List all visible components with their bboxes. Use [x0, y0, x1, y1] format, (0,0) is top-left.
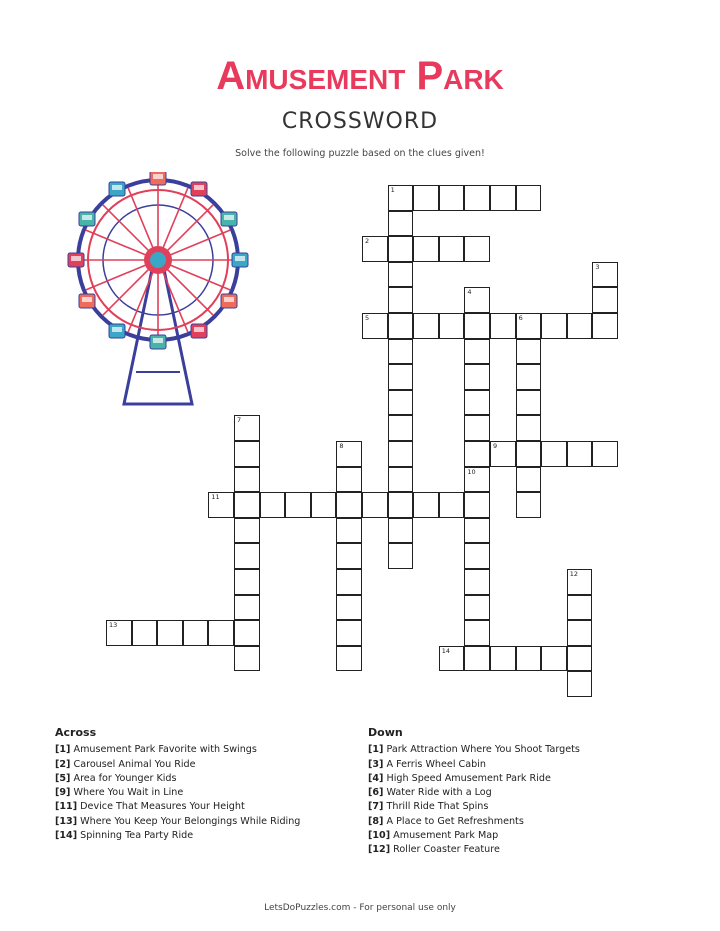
grid-cell[interactable]	[413, 185, 439, 211]
clue-number-label: 4	[467, 288, 472, 297]
grid-cell[interactable]	[336, 620, 362, 646]
clue-text: Where You Wait in Line	[70, 787, 184, 799]
grid-cell[interactable]	[567, 595, 593, 621]
grid-cell[interactable]	[464, 441, 490, 467]
grid-cell[interactable]	[439, 236, 465, 262]
grid-cell[interactable]	[464, 595, 490, 621]
grid-cell[interactable]	[362, 236, 388, 262]
grid-cell[interactable]	[234, 595, 260, 621]
clue-number-label: 1	[390, 186, 395, 194]
grid-cell[interactable]	[388, 262, 414, 288]
grid-cell[interactable]	[464, 620, 490, 646]
clue-number-label: 12	[569, 570, 579, 578]
clue-text: Roller Coaster Feature	[390, 844, 500, 856]
grid-cell[interactable]	[208, 620, 234, 646]
grid-cell[interactable]	[388, 518, 414, 544]
grid-cell[interactable]	[464, 415, 490, 441]
clue-text: Device That Measures Your Height	[77, 801, 245, 813]
clue-text: Where You Keep Your Belongings While Riding	[77, 815, 301, 827]
grid-cell[interactable]	[439, 313, 465, 339]
grid-cell[interactable]	[464, 467, 490, 493]
grid-cell[interactable]	[516, 390, 542, 416]
grid-cell[interactable]	[336, 543, 362, 569]
clue-number-label: 14	[441, 646, 451, 655]
grid-cell[interactable]	[464, 185, 490, 211]
grid-cell[interactable]	[592, 287, 618, 313]
grid-cell[interactable]	[516, 441, 542, 467]
clue-number-label: 6	[518, 314, 523, 322]
grid-cell[interactable]	[516, 415, 542, 441]
clue-number: [13]	[55, 815, 78, 827]
grid-cell[interactable]	[388, 390, 414, 416]
grid-cell[interactable]	[234, 467, 260, 493]
grid-cell[interactable]	[388, 287, 414, 313]
grid-cell[interactable]	[464, 569, 490, 595]
grid-cell[interactable]	[336, 467, 362, 493]
clue-text: High Speed Amusement Park Ride	[383, 772, 551, 784]
clue-number: [8]	[368, 815, 384, 827]
grid-cell[interactable]	[541, 646, 567, 672]
grid-cell[interactable]	[234, 620, 260, 646]
down-clue	[368, 843, 580, 857]
grid-cell[interactable]	[388, 364, 414, 390]
grid-cell[interactable]	[157, 620, 183, 646]
grid-cell[interactable]	[311, 492, 337, 518]
clue-number: [14]	[55, 830, 78, 842]
clue-text: Carousel Animal You Ride	[70, 758, 196, 770]
grid-cell[interactable]	[464, 390, 490, 416]
clue-number-label: 9	[493, 442, 498, 450]
grid-cell[interactable]	[541, 313, 567, 339]
grid-cell[interactable]	[439, 492, 465, 518]
grid-cell[interactable]	[490, 646, 516, 672]
grid-cell[interactable]	[592, 313, 618, 339]
across-clue	[55, 772, 300, 786]
grid-cell[interactable]	[388, 185, 414, 211]
down-clue	[368, 772, 580, 786]
grid-cell[interactable]	[567, 313, 593, 339]
grid-cell[interactable]	[464, 492, 490, 518]
grid-cell[interactable]	[464, 236, 490, 262]
clue-text: A Ferris Wheel Cabin	[383, 758, 486, 770]
clue-text: Amusement Park Map	[390, 830, 499, 842]
clue-number: [1]	[55, 744, 71, 756]
grid-cell[interactable]	[464, 313, 490, 339]
clue-number-label: 2	[365, 237, 370, 246]
grid-cell[interactable]	[336, 595, 362, 621]
down-clue	[368, 743, 580, 757]
clue-number-label: 8	[339, 442, 344, 450]
grid-cell[interactable]	[516, 313, 542, 339]
grid-cell[interactable]	[592, 441, 618, 467]
clue-number: [10]	[368, 830, 391, 842]
clue-number: [1]	[368, 744, 384, 756]
grid-cell[interactable]	[516, 646, 542, 672]
clue-number-label: 7	[237, 416, 242, 425]
grid-cell[interactable]	[336, 518, 362, 544]
grid-cell[interactable]	[516, 339, 542, 365]
grid-cell[interactable]	[464, 287, 490, 313]
clue-number-label: 11	[211, 493, 220, 502]
clue-number: [11]	[55, 801, 78, 813]
across-clues	[55, 726, 300, 843]
down-clue	[368, 758, 580, 772]
grid-cell[interactable]	[388, 211, 414, 237]
grid-cell[interactable]	[464, 339, 490, 365]
grid-cell[interactable]	[234, 492, 260, 518]
grid-cell[interactable]	[388, 441, 414, 467]
across-clue	[55, 800, 300, 814]
grid-cell[interactable]	[464, 543, 490, 569]
across-clue	[55, 786, 300, 800]
clue-text: A Place to Get Refreshments	[383, 815, 524, 827]
clue-number: [12]	[368, 844, 391, 856]
grid-cell[interactable]	[388, 543, 414, 569]
grid-cell[interactable]	[234, 415, 260, 441]
grid-cell[interactable]	[567, 569, 593, 595]
grid-cell[interactable]	[490, 313, 516, 339]
grid-cell[interactable]	[106, 620, 132, 646]
clue-text: Water Ride with a Log	[383, 787, 492, 799]
clue-number-label: 5	[365, 314, 370, 322]
grid-cell[interactable]	[388, 313, 414, 339]
clue-number-label: 3	[595, 262, 600, 271]
grid-cell[interactable]	[464, 518, 490, 544]
grid-cell[interactable]	[336, 646, 362, 672]
grid-cell[interactable]	[208, 492, 234, 518]
clue-text: Amusement Park Favorite with Swings	[70, 744, 257, 756]
grid-cell[interactable]	[516, 364, 542, 390]
puzzle-title: Amusement Park	[216, 54, 504, 98]
across-clue	[55, 815, 300, 829]
grid-cell[interactable]	[183, 620, 209, 646]
across-clue	[55, 829, 300, 843]
clue-text: Thrill Ride That Spins	[383, 801, 489, 813]
clue-number: [3]	[368, 758, 384, 770]
clue-number: [6]	[368, 787, 384, 799]
grid-cell[interactable]	[234, 646, 260, 672]
clue-text: Spinning Tea Party Ride	[77, 830, 194, 842]
grid-cell[interactable]	[567, 671, 593, 697]
grid-cell[interactable]	[362, 492, 388, 518]
footer-credit: LetsDoPuzzles.com - For personal use only	[264, 903, 456, 913]
grid-cell[interactable]	[413, 492, 439, 518]
clue-number-label: 13	[109, 621, 118, 630]
across-clue	[55, 758, 300, 772]
clue-number: [7]	[368, 801, 384, 813]
down-clue	[368, 800, 580, 814]
clue-number: [5]	[55, 772, 71, 784]
grid-cell[interactable]	[439, 646, 465, 672]
clue-number: [4]	[368, 772, 384, 784]
grid-cell[interactable]	[336, 569, 362, 595]
grid-cell[interactable]	[413, 236, 439, 262]
grid-cell[interactable]	[234, 441, 260, 467]
grid-cell[interactable]	[490, 441, 516, 467]
grid-cell[interactable]	[592, 262, 618, 288]
down-clues	[368, 726, 580, 858]
grid-cell[interactable]	[336, 492, 362, 518]
clue-number-label: 10	[467, 467, 476, 476]
puzzle-subtitle: CROSSWORD	[281, 109, 439, 134]
grid-cell[interactable]	[362, 313, 388, 339]
grid-cell[interactable]	[464, 364, 490, 390]
grid-cell[interactable]	[516, 185, 542, 211]
grid-cell[interactable]	[490, 185, 516, 211]
down-clue	[368, 815, 580, 829]
grid-cell[interactable]	[464, 646, 490, 672]
grid-cell[interactable]	[234, 518, 260, 544]
grid-cell[interactable]	[234, 543, 260, 569]
grid-cell[interactable]	[388, 339, 414, 365]
down-clue	[368, 786, 580, 800]
grid-cell[interactable]	[388, 467, 414, 493]
grid-cell[interactable]	[567, 646, 593, 672]
clue-text: Park Attraction Where You Shoot Targets	[383, 744, 580, 756]
grid-cell[interactable]	[388, 236, 414, 262]
grid-cell[interactable]	[516, 467, 542, 493]
down-heading: Down	[368, 726, 403, 739]
grid-cell[interactable]	[567, 620, 593, 646]
clue-number: [2]	[55, 758, 71, 770]
clue-text: Area for Younger Kids	[70, 772, 177, 784]
grid-cell[interactable]	[516, 492, 542, 518]
grid-cell[interactable]	[336, 441, 362, 467]
clue-number: [9]	[55, 787, 71, 799]
grid-cell[interactable]	[234, 569, 260, 595]
down-clue	[368, 829, 580, 843]
grid-cell[interactable]	[439, 185, 465, 211]
grid-cell[interactable]	[260, 492, 286, 518]
grid-cell[interactable]	[132, 620, 158, 646]
grid-cell[interactable]	[388, 415, 414, 441]
across-clue	[55, 743, 300, 757]
across-heading: Across	[55, 726, 97, 739]
grid-cell[interactable]	[413, 313, 439, 339]
grid-cell[interactable]	[388, 492, 414, 518]
grid-cell[interactable]	[285, 492, 311, 518]
puzzle-instruction: Solve the following puzzle based on the clues given!	[235, 148, 485, 159]
grid-cell[interactable]	[567, 441, 593, 467]
grid-cell[interactable]	[541, 441, 567, 467]
